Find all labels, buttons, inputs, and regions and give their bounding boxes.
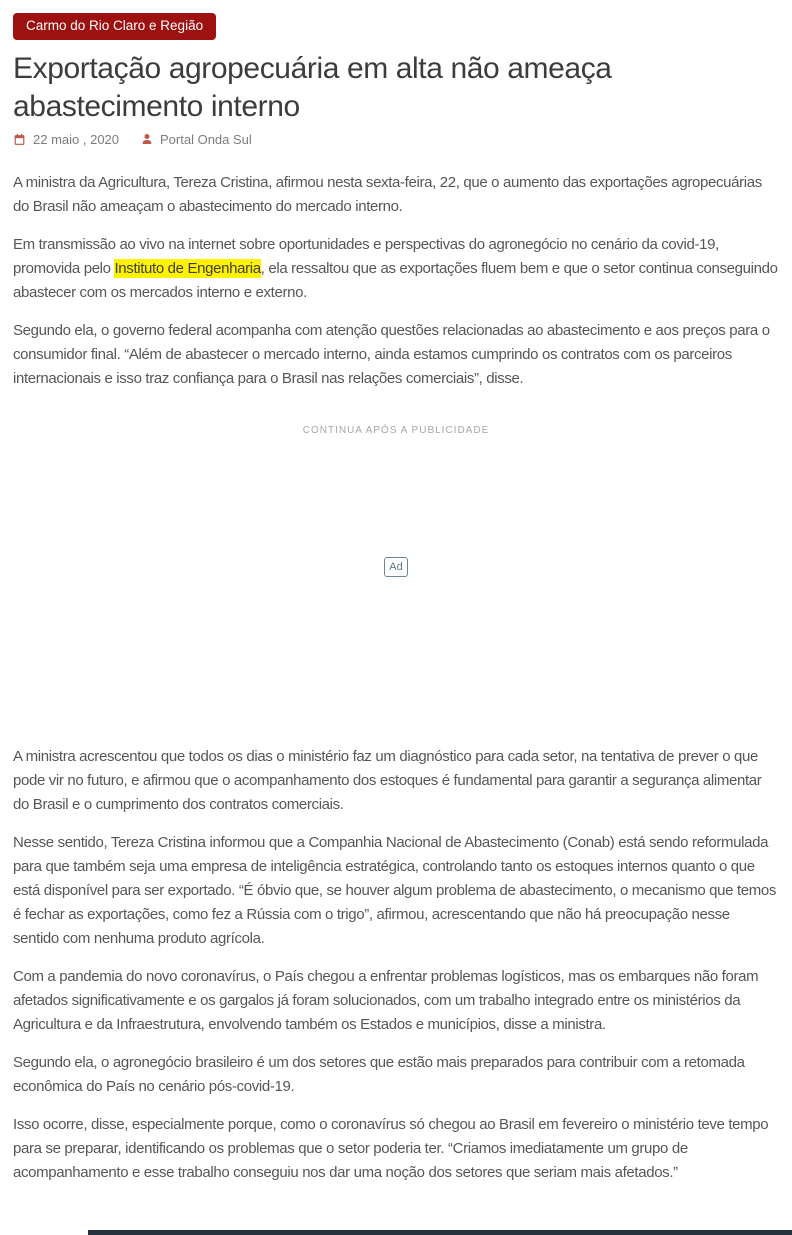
paragraph-2	[13, 233, 779, 305]
paragraph-2-text-post: , ela ressaltou que as exportações fluem bem e que o setor continua conseguindo abastecer com os mercados interno e externo.	[13, 259, 778, 301]
paragraph-3: Segundo ela, o governo federal acompanha com atenção questões relacionadas ao abastecimento e aos preços para o consumidor final. “Além de abastecer o mercado interno, ainda estamos cumprindo os contratos com os parceiros internacionais e isso traz confiança para o Brasil nas relações comerciais”, disse.	[13, 321, 770, 387]
ad-continuation-label: CONTINUA APÓS A PUBLICIDADE	[302, 424, 490, 436]
paragraph-8: Isso ocorre, disse, especialmente porque, como o coronavírus só chegou ao Brasil em fevereiro o ministério teve tempo para se preparar, identificando os problemas que o setor poderia ter. “Criamos imediatamente um grupo de acompanhamento e esse trabalho conseguiu nos dar uma noção dos setores que seriam mais afetados.”	[13, 1115, 769, 1181]
person-icon	[141, 133, 153, 145]
paragraph-6: Com a pandemia do novo coronavírus, o País chegou a enfrentar problemas logísticos, mas os embarques não foram afetados significativamente e os gargalos já foram solucionados, com um trabalho integrado entre os ministérios da Agricultura e da Infraestrutura, envolvendo também os Estados e municípios, disse a ministra.	[13, 967, 759, 1033]
highlighted-text: Instituto de Engenharia	[114, 259, 261, 277]
publish-date-item	[13, 132, 119, 147]
category-badge[interactable]: Carmo do Rio Claro e Região	[13, 13, 216, 40]
paragraph-2-text-pre: Em transmissão ao vivo na internet sobre oportunidades e perspectivas do agronegócio no cenário da covid-19, promovida pelo	[13, 235, 719, 277]
paragraph-7: Segundo ela, o agronegócio brasileiro é um dos setores que estão mais preparados para contribuir com a retomada econômica do País no cenário pós-covid-19.	[13, 1053, 745, 1095]
paragraph-5: Nesse sentido, Tereza Cristina informou que a Companhia Nacional de Abastecimento (Conab) está sendo reformulada para que também seja uma empresa de inteligência estratégica, controlando tanto os estoques internos quanto o que está disponível para ser exportado. “É óbvio que, se houver algum problema de abastecimento, o mecanismo que temos é fechar as exportações, como fez a Rússia com o trigo”, afirmou, acrescentando que não há preocupação nesse sentido com nenhuma produto agrícola.	[13, 833, 777, 947]
article-title: Exportação agropecuária em alta não ameaça abastecimento interno	[13, 51, 612, 123]
paragraph-4: A ministra acrescentou que todos os dias o ministério faz um diagnóstico para cada setor, na tentativa de prever o que pode vir no futuro, e afirmou que o acompanhamento dos estoques é fundamental para garantir a segurança alimentar do Brasil e o cumprimento dos contratos comerciais.	[13, 747, 762, 813]
author-name[interactable]: Portal Onda Sul	[160, 131, 252, 147]
bottom-bar	[88, 1230, 792, 1235]
paragraph-1: A ministra da Agricultura, Tereza Cristina, afirmou nesta sexta-feira, 22, que o aumento das exportações agropecuárias do Brasil não ameaçam o abastecimento do mercado interno.	[13, 173, 762, 215]
author-item	[141, 132, 252, 147]
publish-date[interactable]: 22 maio , 2020	[33, 131, 120, 147]
ad-section	[13, 425, 779, 577]
article-meta	[13, 132, 779, 147]
ad-slot	[13, 557, 779, 577]
calendar-icon	[13, 133, 26, 146]
ad-badge[interactable]: Ad	[384, 557, 408, 577]
